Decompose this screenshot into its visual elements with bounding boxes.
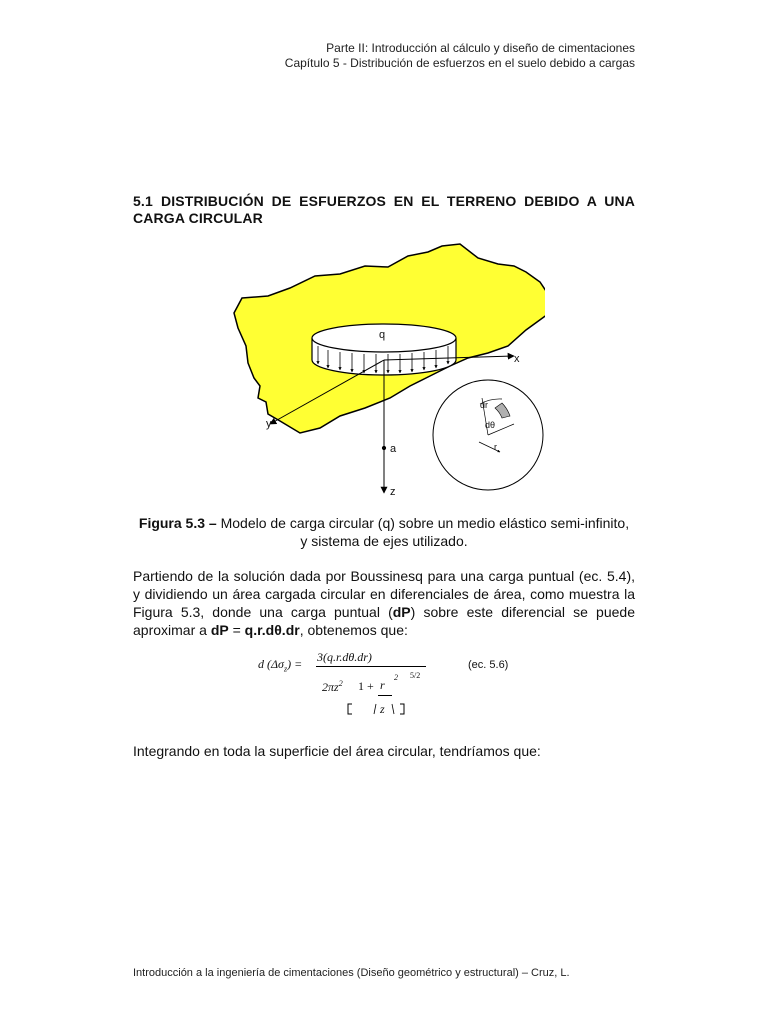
y-axis-label: y (266, 418, 272, 430)
depth-a-label: a (390, 443, 397, 455)
eq-numerator: 3(q.r.dθ.dr) (317, 650, 372, 664)
circular-load-figure (230, 238, 545, 500)
eq-lhs: d $(\Delta\sigma_z)$ = (258, 657, 303, 674)
dtheta-label: dθ (485, 420, 496, 430)
plan-view-inset (433, 380, 543, 490)
figure-caption (133, 514, 635, 533)
z-axis-label: z (390, 486, 396, 498)
eq-brackets (340, 672, 420, 722)
section-heading (133, 193, 635, 210)
dr-label: dr (480, 400, 489, 410)
eq-exp: 5/2 (410, 671, 421, 680)
equation-number: (ec. 5.6) (468, 659, 509, 671)
dp-expression: q.r.dθ.dr (244, 622, 300, 638)
x-axis-label: x (514, 353, 520, 365)
paragraph-line: Partiendo de la solución dada por Boussinesq para una carga puntual (ec. 5.4), (133, 568, 635, 584)
section-title-line2: CARGA CIRCULAR (133, 210, 263, 226)
eq-denominator-a: $2\pi z^2$ (322, 679, 343, 694)
eq-frac-top: r (380, 678, 385, 692)
page-footer: Introducción a la ingeniería de cimentaciones (Diseño geométrico y estructural) – Cruz, L. (133, 967, 570, 979)
running-header-part: Parte II: Introducción al cálculo y diseño de cimentaciones (326, 41, 635, 55)
section-title-line1: DISTRIBUCIÓN DE ESFUERZOS EN EL TERRENO DEBIDO A UNA (161, 193, 635, 209)
paragraph-text: Integrando en toda la superficie del área circular, tendríamos que: (133, 743, 541, 759)
load-q-label: q (379, 329, 386, 341)
paragraph-line: Figura 5.3, donde una carga puntual (dP) sobre este diferencial se puede (133, 604, 635, 620)
eq-frac-bottom: z (380, 702, 385, 716)
eq-exp2: 2 (394, 673, 398, 682)
caption-text-line1: Modelo de carga circular (q) sobre un medio elástico semi-infinito, (216, 515, 630, 531)
dp-term: dP (210, 622, 229, 638)
paragraph-line: y dividiendo un área cargada circular en diferenciales de área, como muestra la (133, 586, 635, 602)
caption-label: Figura 5.3 – (138, 515, 217, 531)
caption-text-line2: y sistema de ejes utilizado. (300, 533, 468, 549)
eq-denominator-b: 1 + (358, 679, 374, 693)
paragraph-line: aproximar a dP = q.r.dθ.dr, obtenemos que: (133, 622, 408, 638)
running-header-chapter: Capítulo 5 - Distribución de esfuerzos en el suelo debido a cargas (284, 56, 635, 70)
fraction-bar (316, 666, 426, 667)
section-number: 5.1 (133, 193, 153, 209)
radius-r-label: r (494, 442, 497, 452)
dp-term: dP (392, 604, 411, 620)
